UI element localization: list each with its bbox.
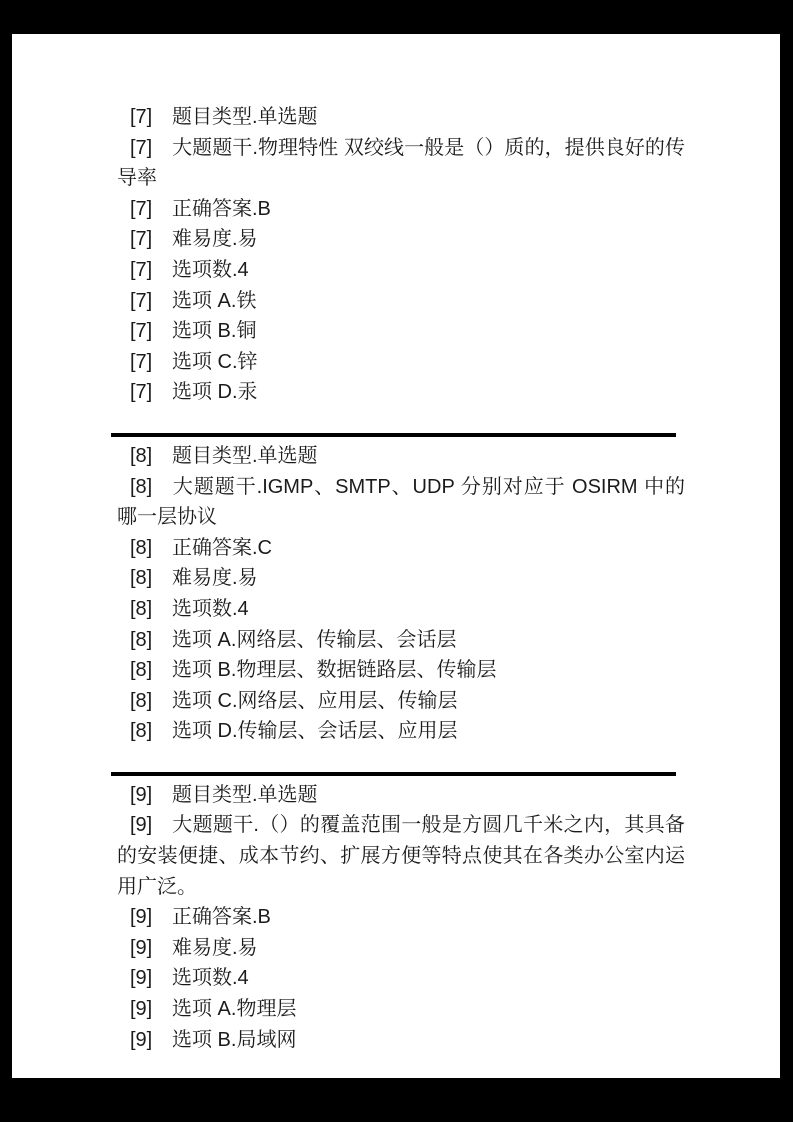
question-number: [8] [130,659,153,682]
field-text: 难易度.易 [172,567,258,590]
question-number: [8] [130,536,153,559]
question-field-line [117,902,685,933]
field-text: 选项 A.网络层、传输层、会话层 [172,628,457,651]
question-field-line [117,224,685,255]
question-number: [9] [130,814,153,837]
question-field-line [117,441,685,472]
question-number: [8] [130,720,153,743]
question-number: [7] [130,350,153,373]
field-text: 选项 B.铜 [172,320,257,343]
question-number: [7] [130,381,153,404]
field-text: 选项 A.物理层 [172,998,297,1021]
question-field-line [117,286,685,317]
question-number: [7] [130,106,153,128]
question-number: [8] [130,597,153,620]
question-field-line [117,133,685,194]
question-number: [7] [130,228,153,251]
question-field-line [117,625,685,656]
field-text: 正确答案.B [172,906,271,929]
section-divider [111,433,676,437]
question-field-line [117,194,685,225]
question-number: [9] [130,906,153,929]
field-text: 大题题干.物理特性 双绞线一般是（）质的，提供良好的传导率 [117,136,685,190]
field-text: 选项 C.锌 [172,350,258,373]
question-field-line [117,255,685,286]
question-number: [7] [130,258,153,281]
question-number: [7] [130,320,153,343]
field-text: 难易度.易 [172,936,258,959]
question-field-line [117,933,685,964]
question-field-line [117,377,685,408]
question-field-line [117,563,685,594]
field-text: 正确答案.C [172,536,272,559]
field-text: 选项数.4 [172,258,249,281]
question-field-line [117,472,685,533]
section-divider [111,772,676,776]
field-text: 正确答案.B [172,197,271,220]
question-number: [9] [130,783,153,806]
question-field-line [117,810,685,902]
field-text: 题目类型.单选题 [172,106,318,128]
question-number: [8] [130,475,153,498]
question-field-line [117,716,685,747]
question-block [117,780,685,1055]
question-number: [8] [130,689,153,712]
field-text: 选项 B.局域网 [172,1028,297,1051]
field-text: 选项 C.网络层、应用层、传输层 [172,689,458,712]
field-text: 选项 A.铁 [172,289,257,312]
question-number: [7] [130,136,153,159]
field-text: 难易度.易 [172,228,258,251]
question-field-line [117,1025,685,1056]
question-field-line [117,316,685,347]
question-field-line [117,963,685,994]
question-number: [9] [130,1028,153,1051]
field-text: 选项 D.传输层、会话层、应用层 [172,720,458,743]
question-number: [8] [130,444,153,467]
field-text: 题目类型.单选题 [172,444,318,467]
question-field-line [117,347,685,378]
question-field-line [117,686,685,717]
field-text: 选项 D.汞 [172,381,258,404]
question-field-line [117,780,685,811]
field-text: 题目类型.单选题 [172,783,318,806]
question-number: [9] [130,967,153,990]
question-number: [7] [130,289,153,312]
question-number: [9] [130,998,153,1021]
field-text: 大题题干.IGMP、SMTP、UDP 分别对应于 OSIRM 中的哪一层协议 [117,475,685,529]
question-field-line [117,655,685,686]
question-number: [9] [130,936,153,959]
question-block [117,441,685,747]
field-text: 选项 B.物理层、数据链路层、传输层 [172,659,497,682]
document-page [12,34,780,1078]
question-field-line [117,994,685,1025]
question-list [117,102,685,1055]
question-field-line [117,594,685,625]
question-number: [8] [130,567,153,590]
field-text: 选项数.4 [172,597,249,620]
field-text: 选项数.4 [172,967,249,990]
question-block [117,102,685,408]
question-number: [8] [130,628,153,651]
question-field-line [117,102,685,133]
question-field-line [117,533,685,564]
question-number: [7] [130,197,153,220]
field-text: 大题题干.（）的覆盖范围一般是方圆几千米之内，其具备的安装便捷、成本节约、扩展方便等特点使其在各类办公室内运用广泛。 [117,814,685,898]
